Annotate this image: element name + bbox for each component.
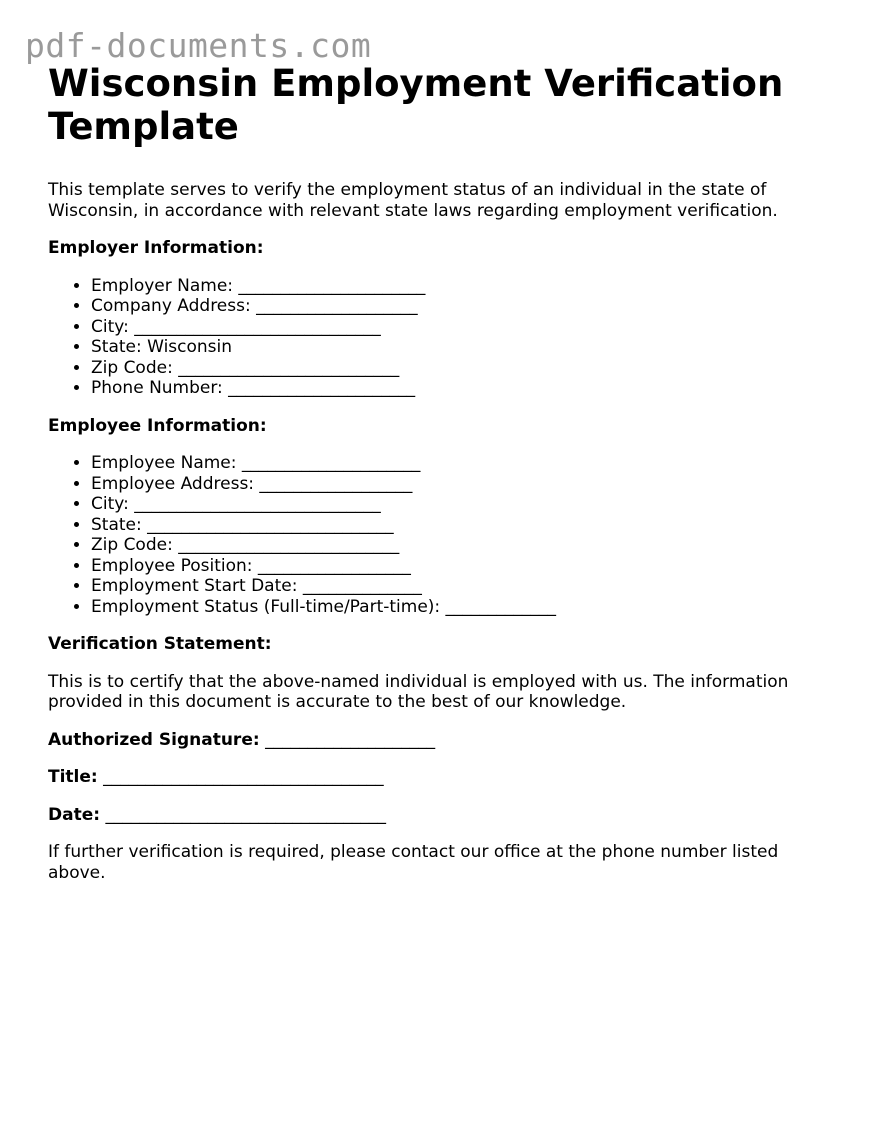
authorized-signature-blank: ____________________	[265, 729, 436, 750]
employer-info-list	[48, 276, 838, 399]
authorized-signature-label: Authorized Signature:	[48, 729, 260, 750]
intro-paragraph: This template serves to verify the employment status of an individual in the state of Wisconsin, in accordance with relevant state laws regarding employment verification.	[48, 180, 778, 221]
employee-info-heading: Employee Information:	[48, 415, 267, 436]
employee-state-field: • State: _____________________________	[91, 515, 838, 536]
footer-note: If further verification is required, please contact our office at the phone number listed above.	[48, 842, 779, 883]
verification-statement: This is to certify that the above-named individual is employed with us. The information provided in this document is accurate to the best of our knowledge.	[48, 671, 789, 712]
employment-status-field: • Employment Status (Full-time/Part-time): _____________	[91, 597, 838, 618]
date-label: Date:	[48, 804, 101, 825]
document-page	[48, 62, 838, 883]
date-blank: _________________________________	[105, 804, 386, 825]
employee-address-field: • Employee Address: __________________	[91, 474, 838, 495]
employee-info-list	[48, 453, 838, 617]
employee-zip-field: • Zip Code: __________________________	[91, 535, 838, 556]
verification-heading: Verification Statement:	[48, 634, 272, 654]
employer-info-heading: Employer Information:	[48, 238, 264, 258]
employer-phone-field: • Phone Number: ______________________	[91, 378, 838, 399]
employer-name-field: • Employer Name: ______________________	[91, 276, 838, 297]
employee-name-field: • Employee Name: _____________________	[91, 453, 838, 474]
employee-city-field: • City: _____________________________	[91, 494, 838, 515]
title-blank: _________________________________	[103, 767, 384, 787]
employer-state-field: • State: Wisconsin	[91, 337, 838, 358]
employment-start-date-field: • Employment Start Date: ______________	[91, 576, 838, 597]
title-label: Title:	[48, 767, 98, 787]
employer-zip-field: • Zip Code: __________________________	[91, 358, 838, 379]
authorized-signature-line	[48, 730, 838, 751]
employer-city-field: • City: _____________________________	[91, 317, 838, 338]
watermark: pdf-documents.com	[25, 26, 372, 65]
document-title: Wisconsin Employment Verification Template	[48, 62, 784, 148]
title-line	[48, 767, 838, 788]
company-address-field: • Company Address: ___________________	[91, 296, 838, 317]
date-line	[48, 805, 838, 826]
employee-position-field: • Employee Position: __________________	[91, 556, 838, 577]
